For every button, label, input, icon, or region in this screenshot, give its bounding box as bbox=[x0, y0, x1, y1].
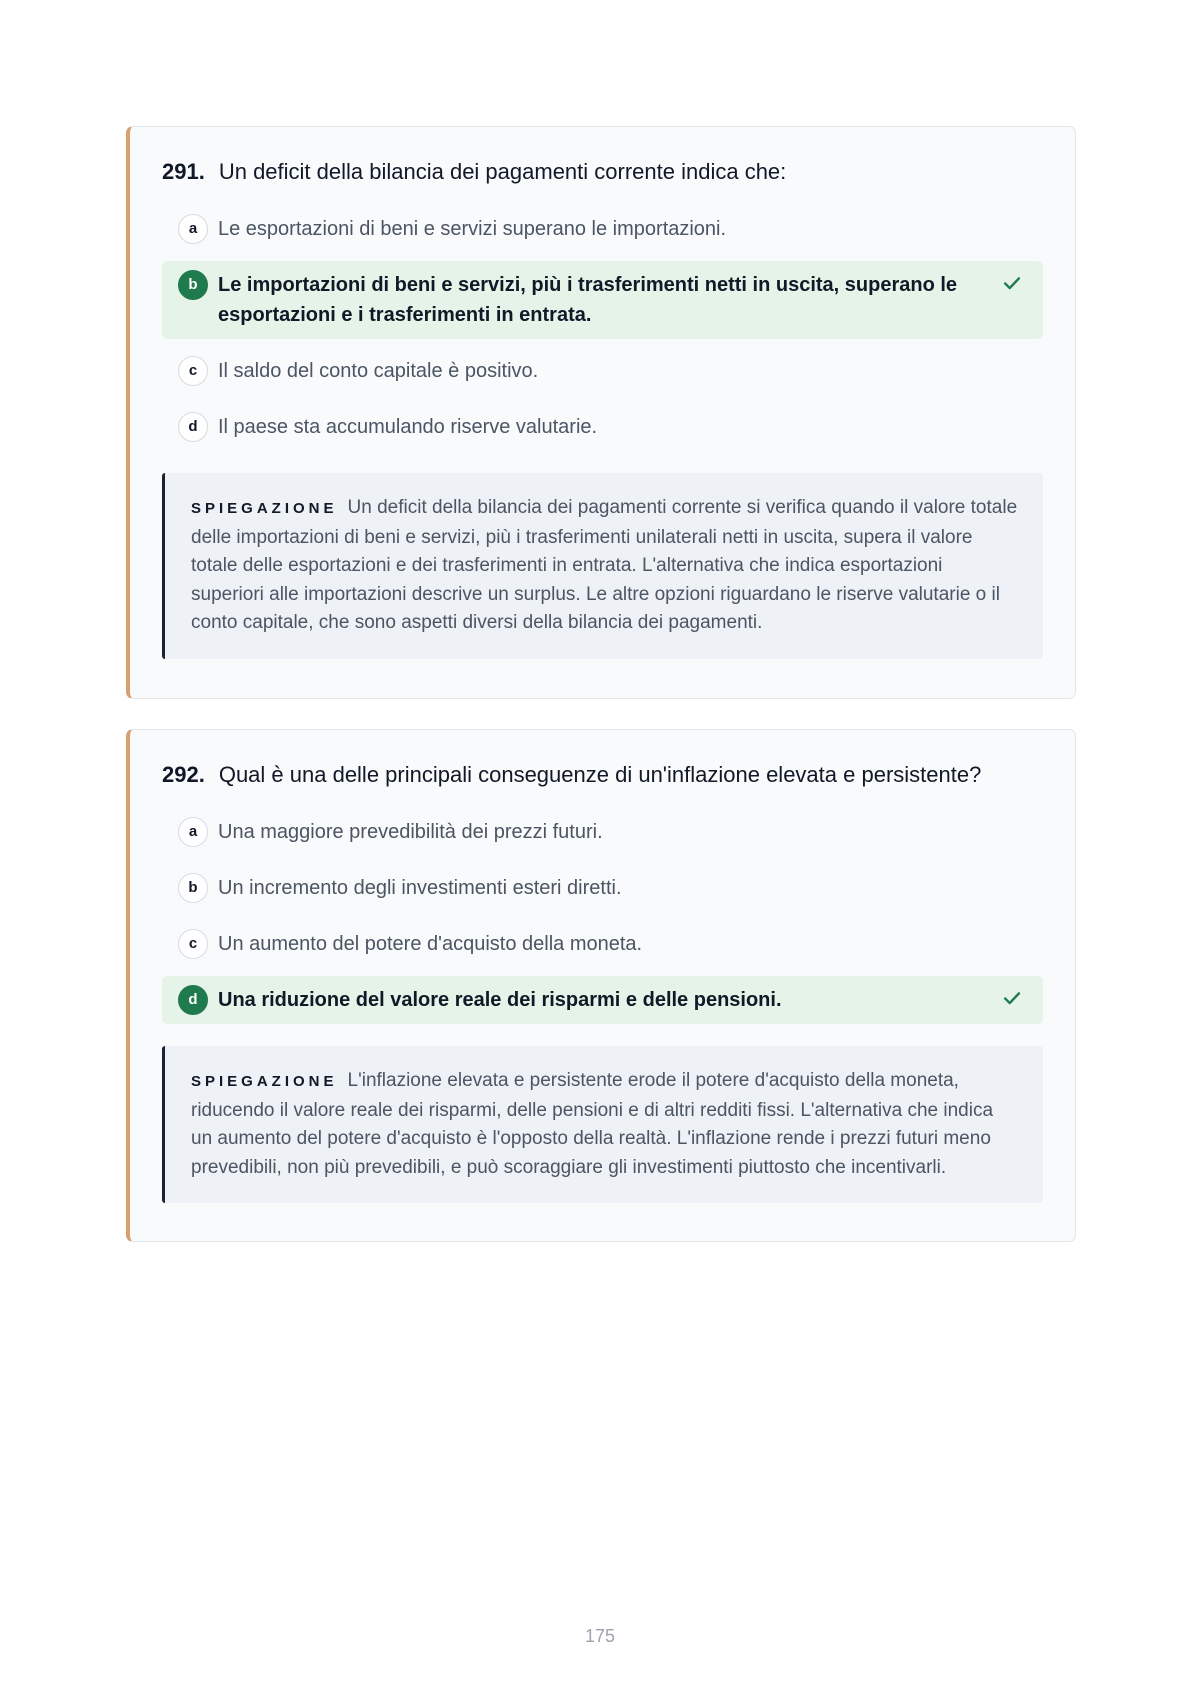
page-number: 175 bbox=[584, 1626, 616, 1646]
option-a[interactable] bbox=[162, 205, 1043, 253]
option-letter-badge: c bbox=[178, 929, 208, 959]
question-heading bbox=[162, 157, 1043, 187]
option-d-correct[interactable] bbox=[162, 976, 1043, 1024]
option-text: Le importazioni di beni e servizi, più i trasferimenti netti in uscita, superano le esportazioni e i trasferimenti in entrata. bbox=[218, 274, 958, 326]
question-text: Un deficit della bilancia dei pagamenti corrente indica che: bbox=[218, 159, 787, 184]
option-letter-badge: d bbox=[178, 412, 208, 442]
options-list bbox=[162, 205, 1043, 451]
option-text: Il paese sta accumulando riserve valutarie. bbox=[218, 416, 598, 438]
option-letter-badge: b bbox=[178, 873, 208, 903]
option-b[interactable] bbox=[162, 864, 1043, 912]
explanation-label: SPIEGAZIONE bbox=[191, 500, 338, 517]
question-number: 292. bbox=[162, 762, 205, 787]
option-c[interactable] bbox=[162, 347, 1043, 395]
option-a[interactable] bbox=[162, 808, 1043, 856]
question-card bbox=[126, 126, 1076, 699]
option-letter-badge: d bbox=[178, 985, 208, 1015]
option-text: Le esportazioni di beni e servizi superano le importazioni. bbox=[218, 218, 727, 240]
option-b-correct[interactable] bbox=[162, 261, 1043, 339]
options-list bbox=[162, 808, 1043, 1024]
option-text: Un aumento del potere d'acquisto della moneta. bbox=[218, 933, 643, 955]
option-text: Una maggiore prevedibilità dei prezzi futuri. bbox=[218, 821, 603, 843]
option-letter-badge: a bbox=[178, 214, 208, 244]
check-icon bbox=[1001, 272, 1023, 294]
explanation-text: L'inflazione elevata e persistente erode il potere d'acquisto della moneta, riducendo il valore reale dei risparmi, delle pensioni e di altri redditi fissi. L'alternativa che indica un aumento del potere d'acquisto è l'opposto della realtà. L'inflazione rende i prezzi futuri meno prevedibili, non più prevedibili, e può scoraggiare gli investimenti piuttosto che incentivarli. bbox=[191, 1070, 994, 1178]
explanation-text: Un deficit della bilancia dei pagamenti corrente si verifica quando il valore totale delle importazioni di beni e servizi, più i trasferimenti unilaterali netti in uscita, supera il valore totale delle esportazioni e dei trasferimenti in entrata. L'alternativa che indica esportazioni superiori alle importazioni descrive un surplus. Le altre opzioni riguardano le riserve valutarie o il conto capitale, che sono aspetti diversi della bilancia dei pagamenti. bbox=[191, 497, 1018, 634]
option-letter-badge: a bbox=[178, 817, 208, 847]
explanation-box bbox=[162, 473, 1043, 659]
option-letter-badge: b bbox=[178, 270, 208, 300]
option-letter-badge: c bbox=[178, 356, 208, 386]
option-d[interactable] bbox=[162, 403, 1043, 451]
explanation-label: SPIEGAZIONE bbox=[191, 1073, 338, 1090]
explanation-box bbox=[162, 1046, 1043, 1203]
option-text: Una riduzione del valore reale dei risparmi e delle pensioni. bbox=[218, 989, 782, 1011]
option-c[interactable] bbox=[162, 920, 1043, 968]
question-number: 291. bbox=[162, 159, 205, 184]
question-text: Qual è una delle principali conseguenze di un'inflazione elevata e persistente? bbox=[218, 762, 982, 787]
option-text: Un incremento degli investimenti esteri diretti. bbox=[218, 877, 622, 899]
question-heading bbox=[162, 760, 1043, 790]
check-icon bbox=[1001, 987, 1023, 1009]
question-card bbox=[126, 729, 1076, 1242]
option-text: Il saldo del conto capitale è positivo. bbox=[218, 360, 539, 382]
